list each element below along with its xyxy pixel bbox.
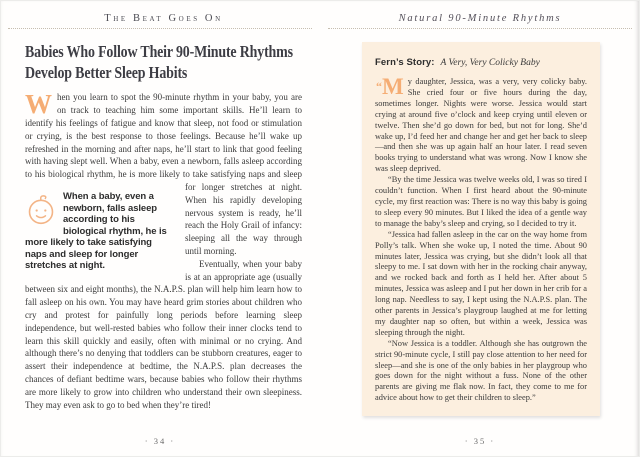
page-number: · 35 ·: [464, 436, 496, 446]
header-rule: [328, 28, 632, 29]
story-label: Fern’s Story:: [375, 57, 435, 68]
page-number: · 34 ·: [144, 436, 176, 446]
story-title: [375, 52, 587, 70]
baby-face-icon: [25, 192, 57, 226]
dropcap-w: W: [25, 89, 52, 120]
running-head: Natural 90-Minute Rhythms: [398, 13, 562, 24]
body-text: [25, 91, 302, 411]
title-line: Babies Who Follow Their 90-Minute Rhythms: [25, 42, 293, 61]
title-line: Develop Better Sleep Habits: [25, 62, 188, 82]
pull-quote-text: When a baby, even a newborn, falls asleep according to his biological rhythm, he is more likely to take satisfying naps and sleep for longer stretches at night.: [25, 191, 167, 272]
paragraph: [25, 89, 302, 272]
running-head: The Beat Goes On: [104, 13, 223, 24]
paragraph: Eventually, when your baby is at an appropriate age (usually between six and eight months), the N.A.P.S. plan will help him learn how to fall asleep on his own. You may have heard grim stories about children who cry and protest for painfully long periods before learning sleep independence, but well-rested babies who follow their inner clocks tend to learn this skill quickly and easily, often with minimal or no crying. And although there’s no denying that toddlers can be stubborn creatures, eager to assert their independence at bedtime, the N.A.P.S. plan decreases the chances of defiant bedtime wars, because babies who follow their rhythms are more likely to grow into children who understand their own sleepiness. They may even ask to go to bed when they’re tired!: [25, 258, 302, 410]
story-paragraph: “Jessica had fallen asleep in the car on the way home from Polly’s talk. When she woke up, I noted the time. About 90 minutes later, Jessica was crying, but she didn’t look all that sleepy to me. I sat down with her in the rocking chair anyway, and we rocked back and forth as I held her. After about 5 minutes, Jessica was asleep and I put her down in her crib for a long nap. Needless to say, I kept using the N.A.P.S. plan. The other parents in Jessica’s playgroup laughed at me for letting my daughter nap so often, but within a week, Jessica was sleeping through the night.: [375, 229, 587, 337]
right-page: [320, 0, 640, 457]
paragraph-text: longer stretches at night. When his rapidly developing nervous system is ready, he’ll reach the Holy Grail of infancy: sleeping all the way through until morning.: [185, 182, 302, 257]
header-rule: [8, 28, 312, 29]
story-paragraph-text: y daughter, Jessica, was a very, very colicky baby. She cried four or five hours during the day, sometimes longer. Nights were worse. Jessica would start crying at around five o’clock and keep crying until eleven or twelve. Then she’d go down for bed, but not for long. She’d wake up, I’d feed her and change her and get her back to sleep—and then she was up again half an hour later. I read seven books trying to understand what was wrong. Now I know she was sleep deprived.: [375, 77, 587, 174]
story-paragraph: [375, 74, 587, 175]
chapter-title: [25, 42, 302, 83]
story-body: [375, 74, 587, 404]
story-paragraph: “Now Jessica is a toddler. Although she has outgrown the strict 90-minute cycle, I still pay close attention to her need for sleep—and she is one of the only babies in her playgroup who goes down for the night without a fuss. None of the other parents are giving me flak now. In fact, they come to me for advice about how to get their children to sleep.”: [375, 338, 587, 403]
open-quote-mark: “: [376, 79, 382, 93]
story-subtitle: A Very, Very Colicky Baby: [440, 58, 540, 68]
paragraph-text: hen you learn to spot the 90-minute rhythm in your baby, you are on track to teaching him some important skills. He’ll learn to identify his feelings of fatigue and know that sleep, not food or stimulation or crying, is the best response to those feelings. Because he’ll wake up refreshed in the morning and after naps, he’ll start to link that good feeling with having slept well. When a baby, even a newborn, falls asleep according to his biological rhythm, he is more likely to take satisfying naps and sleep for: [25, 92, 302, 193]
story-paragraph: “By the time Jessica was twelve weeks old, I was so tired I couldn’t function. When I first heard about the 90-minute cycle, my first reaction was: There is no way this baby is going to sleep every 90 minutes. But I liked the idea of a gentle way to manage the baby’s sleep and crying, so I decided to try it.: [375, 175, 587, 228]
pull-quote: [25, 186, 175, 272]
dropcap-m: “M: [376, 74, 404, 99]
story-box: [362, 42, 600, 416]
